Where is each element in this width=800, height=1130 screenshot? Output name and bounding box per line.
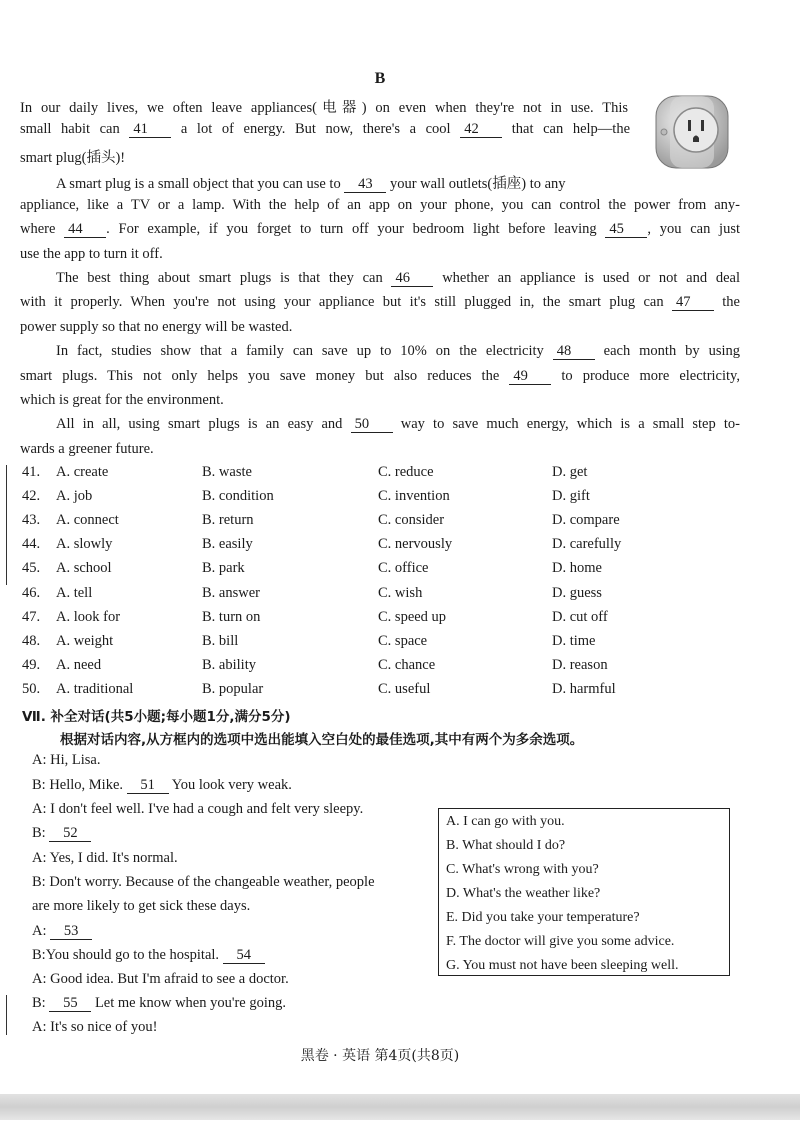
answer-blank: 44 bbox=[64, 222, 106, 238]
passage-line bbox=[20, 197, 740, 214]
option-c: C. reduce bbox=[378, 464, 434, 480]
passage-text: power supply so that no energy will be wasted. bbox=[20, 319, 293, 335]
option-a: A. job bbox=[56, 488, 93, 504]
answer-blank: 46 bbox=[391, 271, 433, 287]
option-c: C. speed up bbox=[378, 609, 447, 625]
passage-text: wards a greener future. bbox=[20, 441, 154, 457]
dialogue-text: B:You should go to the hospital. bbox=[32, 947, 223, 963]
option-b: B. bill bbox=[202, 633, 239, 649]
option-c: C. nervously bbox=[378, 536, 453, 552]
option-a: A. need bbox=[56, 657, 102, 673]
smart-plug-icon bbox=[652, 92, 732, 172]
option-row bbox=[22, 464, 782, 484]
option-c: C. invention bbox=[378, 488, 450, 504]
passage-text: In fact, studies show that a family can save up to 10% on the electricity bbox=[56, 343, 553, 359]
option-d: D. guess bbox=[552, 585, 602, 601]
passage-line bbox=[56, 343, 740, 360]
answer-blank: 53 bbox=[50, 924, 92, 940]
option-a: A. weight bbox=[56, 633, 114, 649]
option-b: B. popular bbox=[202, 681, 264, 697]
dialogue-text: B: Hello, Mike. bbox=[32, 777, 127, 793]
answer-blank: 52 bbox=[49, 826, 91, 842]
option-a: A. school bbox=[56, 560, 112, 576]
option-row bbox=[22, 560, 782, 580]
option-a: A. traditional bbox=[56, 681, 134, 697]
option-c: C. wish bbox=[378, 585, 423, 601]
option-a: A. look for bbox=[56, 609, 121, 625]
question-number: 41. bbox=[22, 464, 41, 480]
passage-line bbox=[20, 221, 740, 238]
option-d: D. carefully bbox=[552, 536, 622, 552]
option-row bbox=[22, 512, 782, 532]
question-number: 50. bbox=[22, 681, 41, 697]
option-row bbox=[22, 633, 782, 653]
option-box-item: A. I can go with you. bbox=[446, 814, 565, 829]
passage-text: smart plug(插头)! bbox=[20, 150, 126, 166]
margin-line bbox=[6, 995, 7, 1035]
option-box-item: G. You must not have been sleeping well. bbox=[446, 958, 679, 973]
option-b: B. easily bbox=[202, 536, 253, 552]
passage-text: a lot of energy. But now, there's a cool bbox=[171, 121, 461, 137]
option-box-item: F. The doctor will give you some advice. bbox=[446, 934, 675, 949]
question-number: 47. bbox=[22, 609, 41, 625]
option-b: B. ability bbox=[202, 657, 256, 673]
page-footer: 黑卷 · 英语 第4页(共8页) bbox=[300, 1048, 460, 1064]
section-title: B bbox=[374, 70, 386, 87]
option-a: A. slowly bbox=[56, 536, 113, 552]
passage-text: The best thing about smart plugs is that they can bbox=[56, 270, 392, 286]
passage-line bbox=[20, 96, 628, 117]
passage-text: which is great for the environment. bbox=[20, 392, 224, 408]
question-number: 48. bbox=[22, 633, 41, 649]
passage-text: All in all, using smart plugs is an easy and bbox=[56, 416, 351, 432]
dialogue-line bbox=[32, 874, 375, 891]
section-7-heading: Ⅶ. 补全对话(共5小题;每小题1分,满分5分) bbox=[22, 709, 291, 725]
option-b: B. waste bbox=[202, 464, 252, 480]
passage-text: A smart plug is a small object that you can use to bbox=[56, 176, 345, 192]
passage-text: that can help—the bbox=[502, 121, 631, 137]
option-c: C. useful bbox=[378, 681, 431, 697]
passage-text: small habit can bbox=[20, 121, 130, 137]
passage-line bbox=[20, 319, 292, 336]
dialogue-text: are more likely to get sick these days. bbox=[32, 898, 251, 914]
option-c: C. chance bbox=[378, 657, 436, 673]
option-d: D. harmful bbox=[552, 681, 616, 697]
option-box bbox=[438, 808, 730, 976]
dialogue-text: A: Yes, I did. It's normal. bbox=[32, 850, 178, 866]
question-number: 49. bbox=[22, 657, 41, 673]
answer-blank: 50 bbox=[351, 417, 393, 433]
dialogue-line bbox=[32, 971, 289, 988]
option-d: D. reason bbox=[552, 657, 608, 673]
passage-line bbox=[56, 172, 566, 193]
passage-line bbox=[20, 294, 740, 311]
passage-line bbox=[20, 441, 154, 458]
dialogue-text: B: Don't worry. Because of the changeable weather, people bbox=[32, 874, 375, 890]
passage-text: with it properly. When you're not using your appliance but it's still plugged in, the smart plug can bbox=[20, 294, 672, 310]
option-a: A. tell bbox=[56, 585, 93, 601]
passage-text: each month by using bbox=[594, 343, 740, 359]
answer-blank: 41 bbox=[129, 122, 171, 138]
dialogue-text: You look very weak. bbox=[168, 777, 292, 793]
answer-blank: 54 bbox=[223, 948, 265, 964]
passage-text: . For example, if you forget to turn off your bedroom light before leaving bbox=[106, 221, 606, 237]
dialogue-text: B: bbox=[32, 825, 50, 841]
option-c: C. space bbox=[378, 633, 428, 649]
passage-text: In our daily lives, we often leave appliances(电器) on even when they're not in use. This bbox=[20, 100, 628, 116]
dialogue-line bbox=[32, 923, 92, 940]
option-a: A. connect bbox=[56, 512, 119, 528]
option-row bbox=[22, 609, 782, 629]
dialogue-text: A: It's so nice of you! bbox=[32, 1019, 158, 1035]
dialogue-line bbox=[32, 752, 100, 769]
option-row bbox=[22, 681, 782, 701]
question-number: 43. bbox=[22, 512, 41, 528]
passage-text: the bbox=[713, 294, 740, 310]
answer-blank: 45 bbox=[605, 222, 647, 238]
option-b: B. park bbox=[202, 560, 245, 576]
answer-blank: 55 bbox=[49, 996, 91, 1012]
passage-text: way to save much energy, which is a small step to- bbox=[392, 416, 740, 432]
passage-text: where bbox=[20, 221, 65, 237]
option-row bbox=[22, 657, 782, 677]
dialogue-line bbox=[32, 1019, 157, 1036]
option-b: B. answer bbox=[202, 585, 260, 601]
dialogue-text: A: Good idea. But I'm afraid to see a doctor. bbox=[32, 971, 289, 987]
option-d: D. time bbox=[552, 633, 596, 649]
answer-blank: 42 bbox=[460, 122, 502, 138]
section-7-instruction: 根据对话内容,从方框内的选项中选出能填入空白处的最佳选项,其中有两个为多余选项。 bbox=[60, 732, 584, 748]
option-box-item: B. What should I do? bbox=[446, 838, 566, 853]
option-d: D. get bbox=[552, 464, 588, 480]
option-c: C. office bbox=[378, 560, 429, 576]
passage-text: , you can just bbox=[647, 221, 741, 237]
passage-text: use the app to turn it off. bbox=[20, 246, 163, 262]
dialogue-line bbox=[32, 995, 286, 1012]
dialogue-line bbox=[32, 850, 178, 867]
option-b: B. turn on bbox=[202, 609, 261, 625]
passage-text: appliance, like a TV or a lamp. With the help of an app on your phone, you can control the power from any- bbox=[20, 197, 740, 213]
passage-line bbox=[56, 270, 740, 287]
dialogue-text: A: Hi, Lisa. bbox=[32, 752, 101, 768]
answer-blank: 48 bbox=[553, 344, 595, 360]
passage-line bbox=[20, 146, 125, 167]
question-number: 42. bbox=[22, 488, 41, 504]
option-b: B. return bbox=[202, 512, 254, 528]
passage-line bbox=[20, 246, 163, 263]
answer-blank: 49 bbox=[509, 369, 551, 385]
dialogue-text: A: I don't feel well. I've had a cough and felt very sleepy. bbox=[32, 801, 364, 817]
passage-line bbox=[20, 121, 630, 138]
dialogue-text: B: bbox=[32, 995, 50, 1011]
option-row bbox=[22, 536, 782, 556]
option-row bbox=[22, 585, 782, 605]
option-d: D. compare bbox=[552, 512, 620, 528]
passage-line bbox=[20, 392, 224, 409]
option-a: A. create bbox=[56, 464, 109, 480]
passage-text: smart plugs. This not only helps you save money but also reduces the bbox=[20, 368, 510, 384]
answer-blank: 47 bbox=[672, 295, 714, 311]
passage-text: to produce more electricity, bbox=[551, 368, 740, 384]
dialogue-text: A: bbox=[32, 923, 51, 939]
passage-line bbox=[56, 416, 740, 433]
option-row bbox=[22, 488, 782, 508]
dialogue-line bbox=[32, 825, 91, 842]
dialogue-line bbox=[32, 777, 292, 794]
question-number: 44. bbox=[22, 536, 41, 552]
dialogue-line bbox=[32, 801, 363, 818]
passage-text: your wall outlets(插座) to any bbox=[386, 176, 566, 192]
option-d: D. gift bbox=[552, 488, 590, 504]
dialogue-line bbox=[32, 898, 250, 915]
option-box-item: E. Did you take your temperature? bbox=[446, 910, 640, 925]
passage-text: whether an appliance is used or not and deal bbox=[433, 270, 740, 286]
passage-line bbox=[20, 368, 740, 385]
answer-blank: 51 bbox=[127, 778, 169, 794]
question-number: 46. bbox=[22, 585, 41, 601]
question-number: 45. bbox=[22, 560, 41, 576]
answer-blank: 43 bbox=[344, 177, 386, 193]
option-b: B. condition bbox=[202, 488, 274, 504]
dialogue-text: Let me know when you're going. bbox=[91, 995, 287, 1011]
option-d: D. cut off bbox=[552, 609, 608, 625]
dialogue-line bbox=[32, 947, 265, 964]
option-box-item: D. What's the weather like? bbox=[446, 886, 601, 901]
scan-edge bbox=[0, 1094, 800, 1120]
option-box-item: C. What's wrong with you? bbox=[446, 862, 599, 877]
option-d: D. home bbox=[552, 560, 602, 576]
margin-line bbox=[6, 465, 7, 585]
option-c: C. consider bbox=[378, 512, 445, 528]
